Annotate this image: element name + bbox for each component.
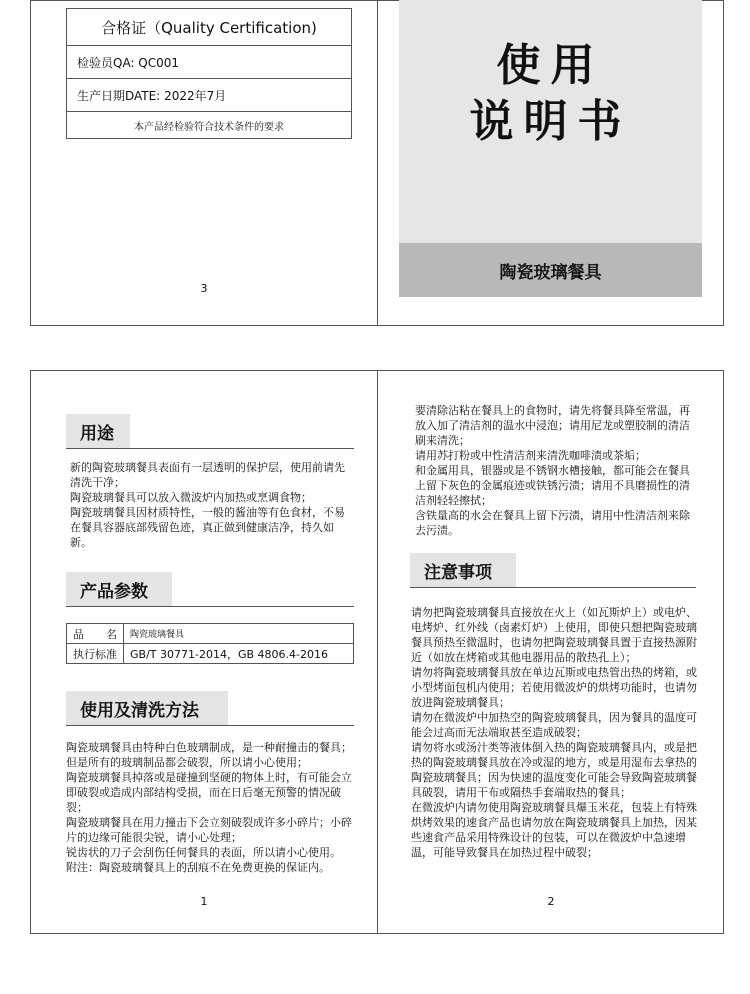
cleaning-text: 陶瓷玻璃餐具由特种白色玻璃制成，是一种耐撞击的餐具；但是所有的玻璃制品都会破裂，所以请小心使用； 陶瓷玻璃餐具掉落或是碰撞到坚硬的物体上时，有可能会立即破裂或造成内部结构受损，而在日后毫无预警的情况破裂； 陶瓷玻璃餐具在用力撞击下会立刻破裂成许多小碎片；小碎片的边缘可能很尖锐，请小心处理； 锐齿状的刀子会刮伤任何餐具的表面，所以请小心使用。 附注：陶瓷玻璃餐具上的刮痕不在免费更换的保证内。: [66, 741, 352, 874]
notice-text: 请勿把陶瓷玻璃餐具直接放在火上（如瓦斯炉上）或电炉、电烤炉、红外线（卤素灯炉）上使用，即使只想把陶瓷玻璃餐具预热至微温时，也请勿把陶瓷玻璃餐具置于直接热源附近（如放在烤箱或其他电器用品的散热孔上）； 请勿将陶瓷玻璃餐具放在单边瓦斯或电热管出热的烤箱，或小型烤面包机内使用；若使用微波炉的烘烤功能时，也请勿放进陶瓷玻璃餐具； 请勿在微波炉中加热空的陶瓷玻璃餐具，因为餐具的温度可能会过高而无法端取甚至造成破裂； 请勿将水或汤汁类等液体倒入热的陶瓷玻璃餐具内，或是把热的陶瓷玻璃餐具放在冷或湿的地方，或是用湿布去拿热的陶瓷玻璃餐具；因为快速的温度变化可能会导致陶瓷玻璃餐具破裂，请用干布或隔热手套端取热的餐具； 在微波炉内请勿使用陶瓷玻璃餐具爆玉米花，包装上有特殊烘烤效果的速食产品也请勿放在陶瓷玻璃餐具上加热，因某些速食产品采用特殊设计的包装，可以在微波炉中急速增温，可能导致餐具在加热过程中破裂；: [411, 606, 697, 859]
cover-title-line1: 使用: [496, 40, 605, 91]
certificate-qa: 检验员QA: QC001: [67, 45, 351, 78]
usage-text: 新的陶瓷玻璃餐具表面有一层透明的保护层，使用前请先清洗干净； 陶瓷玻璃餐具可以放入微波炉内加热或烹调食物； 陶瓷玻璃餐具因材质特性，一般的酱油等有色食材，不易在餐具容器底部残留色迹，真正做到健康洁净，持久如新。: [70, 461, 345, 549]
param-value: GB/T 30771-2014，GB 4806.4-2016: [124, 644, 354, 664]
cleaning-continued-text: 要清除沾粘在餐具上的食物时，请先将餐具降至常温，再放入加了清洁剂的温水中浸泡；请用尼龙或塑胶制的清洁刷来清洗； 请用苏打粉或中性清洁剂来清洗咖啡渍或茶垢； 和金属用具，银器或是不锈钢水槽接触，都可能会在餐具上留下灰色的金属痕迹或铁锈污渍；请用不具磨损性的清洁剂轻轻擦拭； 含铁量高的水会在餐具上留下污渍，请用中性清洁剂来除去污渍。: [415, 404, 690, 537]
param-key: 品 名: [67, 624, 124, 644]
cover-title-line2: 说明书: [469, 96, 632, 147]
page-number-3: 3: [200, 282, 208, 295]
cover-subtitle: 陶瓷玻璃餐具: [399, 243, 702, 297]
certificate-title: 合格证（Quality Certification): [101, 18, 317, 37]
param-value: 陶瓷玻璃餐具: [124, 624, 354, 644]
param-key: 执行标准: [67, 644, 124, 664]
certificate-date: 生产日期DATE: 2022年7月: [67, 78, 351, 111]
certificate-note: 本产品经检验符合技术条件的要求: [67, 111, 351, 138]
cover-title-area: [399, 0, 702, 243]
params-table: [66, 623, 354, 664]
quality-certificate: [66, 8, 352, 139]
table-row: [67, 624, 354, 644]
page-number-2: 2: [547, 895, 555, 908]
table-row: [67, 644, 354, 664]
page-number-1: 1: [200, 895, 208, 908]
